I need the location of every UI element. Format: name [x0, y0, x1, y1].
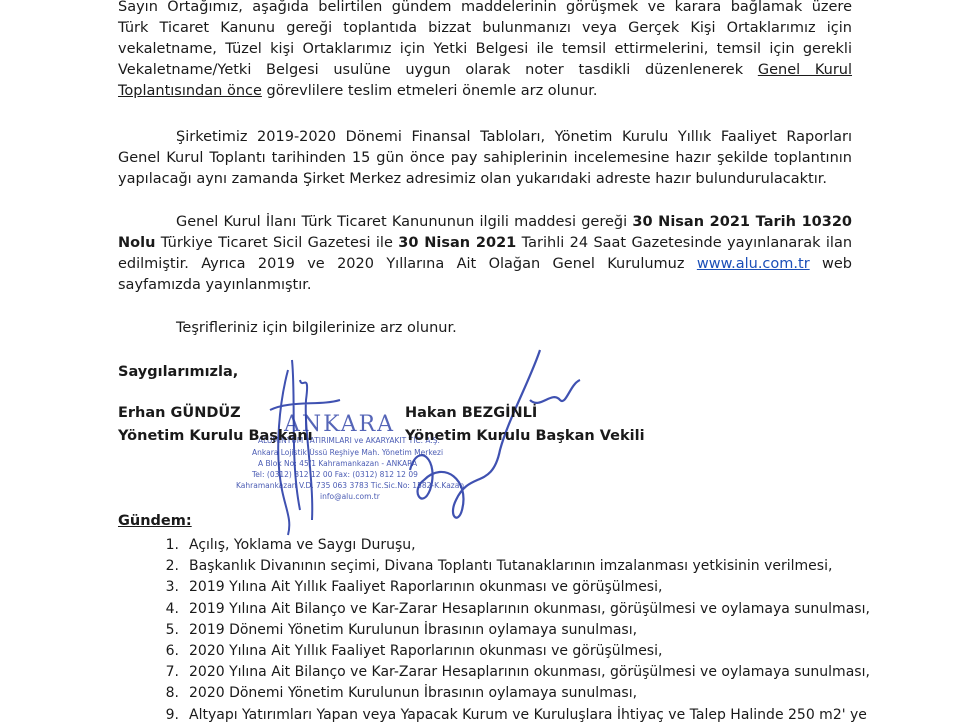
agenda-number: 9.	[165, 706, 179, 723]
text-fragment: Tarihli 24 Saat Gazetesinde yayınlanarak ilan	[521, 235, 853, 251]
website-link[interactable]: www.alu.com.tr	[696, 256, 810, 272]
agenda-item	[157, 683, 857, 704]
agenda-text: 2020 Dönemi Yönetim Kurulunun İbrasının oylamaya sunulması,	[189, 685, 638, 702]
signer-left-title: Yönetim Kurulu Başkanı	[118, 428, 313, 444]
text-line	[118, 254, 852, 275]
bold-date: 30 Nisan 2021 Tarih 10320	[632, 214, 853, 230]
text-fragment: Türkiye Ticaret Sicil Gazetesi ile	[160, 235, 393, 251]
agenda-text: Altyapı Yatırımları Yapan veya Yapacak Kurum ve Kuruluşlara İhtiyaç ve Talep Halinde 250 m2' ye	[189, 706, 867, 723]
text-line	[118, 212, 852, 233]
agenda-item	[157, 662, 870, 683]
stamp-line: Tel: (0312) 812 12 00 Fax: (0312) 812 12 09	[252, 470, 418, 479]
agenda-item	[157, 556, 857, 577]
text-fragment: web	[822, 256, 853, 272]
text-fragment: Vekaletname/Yetki Belgesi usulüne uygun olarak noter tasdikli düzenlenerek	[118, 62, 744, 78]
text-line: Şirketimiz 2019-2020 Dönemi Finansal Tabloları, Yönetim Kurulu Yıllık Faaliyet Raporları	[176, 129, 852, 145]
text-fragment: edilmiştir. Ayrıca 2019 ve 2020 Yıllarına Ait Olağan Genel Kurulumuz	[118, 256, 685, 272]
signer-left-name: Erhan GÜNDÜZ	[118, 405, 241, 421]
text-line-with-underline	[118, 60, 852, 81]
agenda-text: 2020 Yılına Ait Yıllık Faaliyet Raporlarının okunması ve görüşülmesi,	[189, 642, 663, 659]
bold-date: 30 Nisan 2021	[398, 235, 517, 251]
agenda-item	[157, 535, 857, 556]
signer-right-name: Hakan BEZGİNLİ	[405, 405, 538, 421]
stamp-line: Ankara Lojistik Üssü Reşhiye Mah. Yönetim Merkezi	[252, 448, 444, 457]
paragraph-meeting-invitation	[118, 0, 852, 102]
agenda-text: 2020 Yılına Ait Bilanço ve Kar-Zarar Hesaplarının okunması, görüşülmesi ve oylamaya sunulması,	[189, 664, 870, 681]
text-line: sayfamızda yayınlanmıştır.	[118, 277, 312, 293]
agenda-text: 2019 Yılına Ait Bilanço ve Kar-Zarar Hesaplarının okunması, görüşülmesi ve oylamaya sunulması,	[189, 600, 870, 617]
agenda-number: 5.	[165, 621, 179, 638]
paragraph-financial-statements	[118, 127, 852, 190]
agenda-number: 2.	[165, 558, 179, 575]
agenda-item	[157, 705, 867, 726]
text-line	[118, 233, 852, 254]
agenda-text: Başkanlık Divanının seçimi, Divana Toplantı Tutanaklarının imzalanması yetkisinin verilmesi,	[189, 558, 833, 575]
stamp-title: ANKARA	[284, 412, 396, 437]
stamp-line: ALÜMİNYUM YATIRIMLARI ve AKARYAKIT TİC. A.Ş.	[258, 436, 440, 445]
agenda-text: 2019 Yılına Ait Yıllık Faaliyet Raporlarının okunması ve görüşülmesi,	[189, 579, 663, 596]
text-fragment: görevlilere teslim etmeleri önemle arz olunur.	[266, 83, 598, 99]
stamp-line: Kahramankazan V.D. 735 063 3783 Tic.Sic.No: 1582-K.Kazan	[236, 481, 465, 490]
closing-sentence: Teşrifleriniz için bilgilerinize arz olunur.	[176, 320, 457, 336]
text-fragment: Genel Kurul İlanı Türk Ticaret Kanununun ilgili maddesi gereği	[176, 214, 628, 230]
text-line: yapılacağı aynı zamanda Şirket Merkez adresimiz olan yukarıdaki adreste hazır bulundurulacaktır.	[118, 171, 827, 187]
agenda-item	[157, 577, 857, 598]
text-line: Sayın Ortağımız, aşağıda belirtilen gündem maddelerinin görüşmek ve karara bağlamak üzere	[118, 0, 852, 15]
agenda-number: 8.	[165, 685, 179, 702]
agenda-number: 3.	[165, 579, 179, 596]
agenda-number: 7.	[165, 664, 179, 681]
bold-text: Nolu	[118, 235, 156, 251]
underlined-text: Genel Kurul	[757, 62, 853, 78]
agenda-item	[157, 599, 870, 620]
text-line-with-underline	[118, 81, 852, 102]
agenda-heading: Gündem:	[118, 513, 192, 529]
agenda-item	[157, 641, 857, 662]
paragraph-announcement	[118, 212, 852, 296]
underlined-text: Toplantısından önce	[118, 83, 262, 99]
agenda-text: Açılış, Yoklama ve Saygı Duruşu,	[189, 537, 416, 553]
signer-right-title: Yönetim Kurulu Başkan Vekili	[405, 428, 645, 444]
agenda-number: 6.	[165, 642, 179, 659]
text-line: Genel Kurul Toplantı tarihinden 15 gün önce pay sahiplerinin incelemesine hazır şekilde toplantının	[118, 150, 852, 166]
agenda-text: 2019 Dönemi Yönetim Kurulunun İbrasının oylamaya sunulması,	[189, 621, 638, 638]
agenda-number: 1.	[165, 537, 179, 553]
agenda-item	[157, 620, 857, 641]
agenda-number: 4.	[165, 600, 179, 617]
stamp-line: info@alu.com.tr	[320, 492, 380, 501]
regards: Saygılarımızla,	[118, 364, 239, 380]
text-line: Türk Ticaret Kanunu gereği toplantıda bizzat bulunmanızı veya Gerçek Kişi Ortaklarımız için	[118, 20, 852, 36]
company-stamp	[222, 412, 465, 504]
text-line: vekaletname, Tüzel kişi Ortaklarımız için Yetki Belgesi ile temsil ettirmelerini, temsil için gerekli	[118, 41, 852, 57]
agenda-list	[157, 535, 870, 726]
stamp-line: A Blok No: 45/1 Kahramankazan - ANKARA	[258, 459, 418, 468]
